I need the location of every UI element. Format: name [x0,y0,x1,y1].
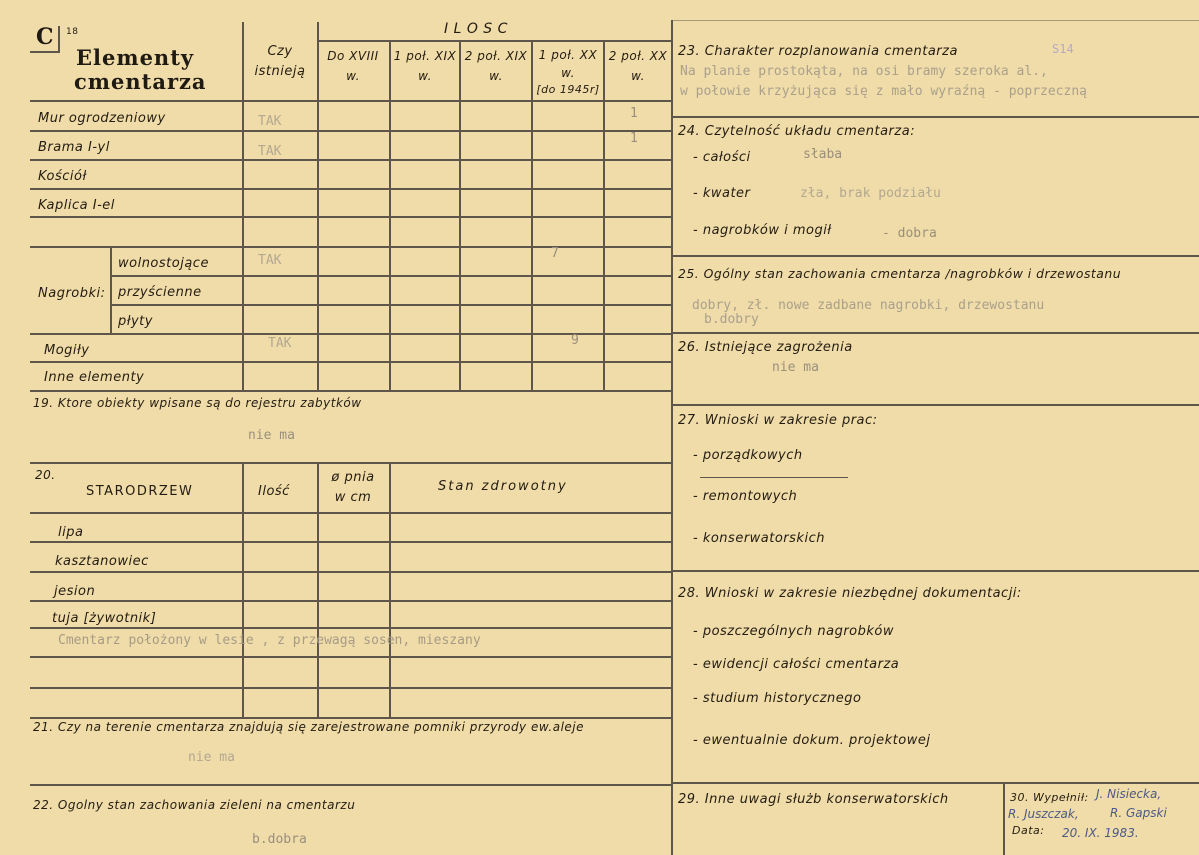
divider [30,390,672,392]
row-label-nagrobki: Nagrobki: [38,286,106,301]
card-letter: C [36,24,55,50]
tree-tuja: tuja [żywotnik] [52,611,157,626]
value-23-line1: Na planie prostokąta, na osi bramy szeroka al., [680,64,1048,79]
value-26: nie ma [772,360,819,375]
value-25-line2: b.dobry [704,312,759,327]
section-title-line2: cmentarza [74,69,207,94]
label-24-calosci: - całości [693,150,751,165]
divider [317,40,672,42]
col-header-ilosc: I L O S C [444,21,508,37]
label-24: 24. Czytelność układu cmentarza: [678,124,916,139]
divider [30,216,672,218]
col-header-pnia: ø pnia [331,470,375,485]
tree-lipa: lipa [58,525,84,540]
divider [531,40,533,390]
label-25: 25. Ogólny stan zachowania cmentarza /nagrobków i drzewostanu [678,266,1122,281]
row-label-plyty: płyty [118,314,153,329]
divider [1003,782,1005,855]
value-24-nagrobkow: - dobra [882,226,937,241]
value-mur-czy: TAK [258,114,282,129]
divider [672,20,1199,21]
divider [242,462,244,717]
label-27: 27. Wnioski w zakresie prac: [678,413,878,428]
divider [672,570,1199,572]
col-header-1pol19: 1 poł. XIX w. [393,49,457,83]
section-title-line1: Elementy [76,45,195,70]
divider [30,100,672,102]
label-20-title: STARODRZEW [86,484,194,499]
label-29: 29. Inne uwagi służb konserwatorskich [678,792,949,807]
divider [30,462,672,464]
divider [30,600,672,602]
card-center-divider [671,20,673,855]
signature-name1: J. Nisiecka, [1096,787,1162,801]
item-27-porzadkowych: - porządkowych [693,448,803,463]
stamp-mark: S14 [1052,42,1074,56]
value-24-calosci: słaba [803,147,843,162]
tree-kasztanowiec: kasztanowiec [55,554,149,569]
col-header-stan: Stan zdrowotny [438,479,568,494]
divider [58,26,60,52]
divider [672,782,1199,784]
col-header-1pol20: 1 poł. XX w. [538,48,598,80]
label-30-date: Data: [1012,824,1045,837]
divider [672,404,1199,406]
divider [30,51,60,53]
label-24-kwater: - kwater [693,186,751,201]
row-label-inne: Inne elementy [44,370,145,385]
divider [672,255,1199,257]
value-23-line2: w połowie krzyżująca się z mało wyraźną - poprzeczną [680,84,1087,99]
fill-date: 20. IX. 1983. [1062,826,1139,840]
item-27-remontowych: - remontowych [693,489,798,504]
row-label-wolnostojace: wolnostojące [118,256,209,271]
divider [389,40,391,390]
divider [30,130,672,132]
row-label-mur: Mur ogrodzeniowy [38,111,166,126]
value-mogily-czy: TAK [268,336,292,351]
item-28-studium: - studium historycznego [693,691,862,706]
divider [30,188,672,190]
card-number: 18 [66,27,79,37]
item-28-nagrobkow: - poszczególnych nagrobków [693,624,894,639]
row-label-przyscienne: przyścienne [118,285,202,300]
divider [110,247,112,333]
value-22: b.dobra [252,832,307,847]
value-25-line1: dobry, zł. nowe zadbane nagrobki, drzewostanu [692,298,1045,313]
value-mogily-1pol20: 9 [571,333,579,348]
divider [672,332,1199,334]
divider [30,246,672,248]
value-20-note: Cmentarz położony w lesie , z przewagą sosen, mieszany [58,633,481,648]
row-label-brama: Brama I-yl [38,140,110,155]
signature-name2: R. Juszczak, [1008,807,1079,821]
value-21: nie ma [188,750,235,765]
value-mur-2pol20: 1 [630,106,638,121]
divider [30,656,672,658]
divider [110,275,672,277]
row-label-kosciol: Kościół [38,169,87,184]
divider [30,571,672,573]
divider [110,304,672,306]
col-header-xviii: Do XVIII w. [327,49,379,83]
divider [30,687,672,689]
divider [700,477,848,478]
tree-jesion: jesion [54,584,96,599]
divider [459,40,461,390]
label-30: 30. Wypełnił: [1010,791,1089,804]
signature-name3: R. Gapski [1110,806,1167,820]
divider [603,40,605,390]
divider [30,361,672,363]
divider [242,22,244,390]
value-brama-2pol20: 1 [630,131,638,146]
label-22: 22. Ogolny stan zachowania zieleni na cmentarzu [33,798,356,812]
label-21: 21. Czy na terenie cmentarza znajdują się zarejestrowane pomniki przyrody ew.aleje [33,720,585,734]
label-20-num: 20. [35,468,56,482]
label-24-nagrobkow: - nagrobków i mogił [693,223,832,238]
divider [389,462,391,717]
divider [30,627,672,629]
row-label-mogily: Mogiły [44,343,90,358]
divider [30,784,672,786]
value-brama-czy: TAK [258,144,282,159]
label-26: 26. Istniejące zagrożenia [678,340,853,355]
col-header-tree-ilosc: Ilość [258,484,290,499]
label-28: 28. Wnioski w zakresie niezbędnej dokumentacji: [678,586,1022,601]
divider [30,159,672,161]
item-28-projektowej: - ewentualnie dokum. projektowej [693,733,931,748]
col-header-2pol20: 2 poł. XX w. [608,49,668,83]
value-19: nie ma [248,428,295,443]
divider [30,512,672,514]
divider [672,116,1199,118]
row-label-kaplica: Kaplica I-el [38,198,115,213]
value-24-kwater: zła, brak podziału [800,186,941,201]
item-27-konserwatorskich: - konserwatorskich [693,531,825,546]
value-wolno-czy: TAK [258,253,282,268]
col-header-czy: Czy istnieją [254,44,306,79]
label-19: 19. Ktore obiekty wpisane są do rejestru zabytków [33,396,362,410]
divider [30,541,672,543]
col-header-2pol19: 2 poł. XIX w. [464,49,528,83]
divider [30,717,672,719]
label-23: 23. Charakter rozplanowania cmentarza [678,44,958,59]
item-28-ewidencji: - ewidencji całości cmentarza [693,657,900,672]
value-wolno-1pol20: 7 [551,246,559,261]
col-header-pnia-unit: w cm [334,490,372,505]
col-header-1pol20-note: [do 1945r] [536,83,600,96]
